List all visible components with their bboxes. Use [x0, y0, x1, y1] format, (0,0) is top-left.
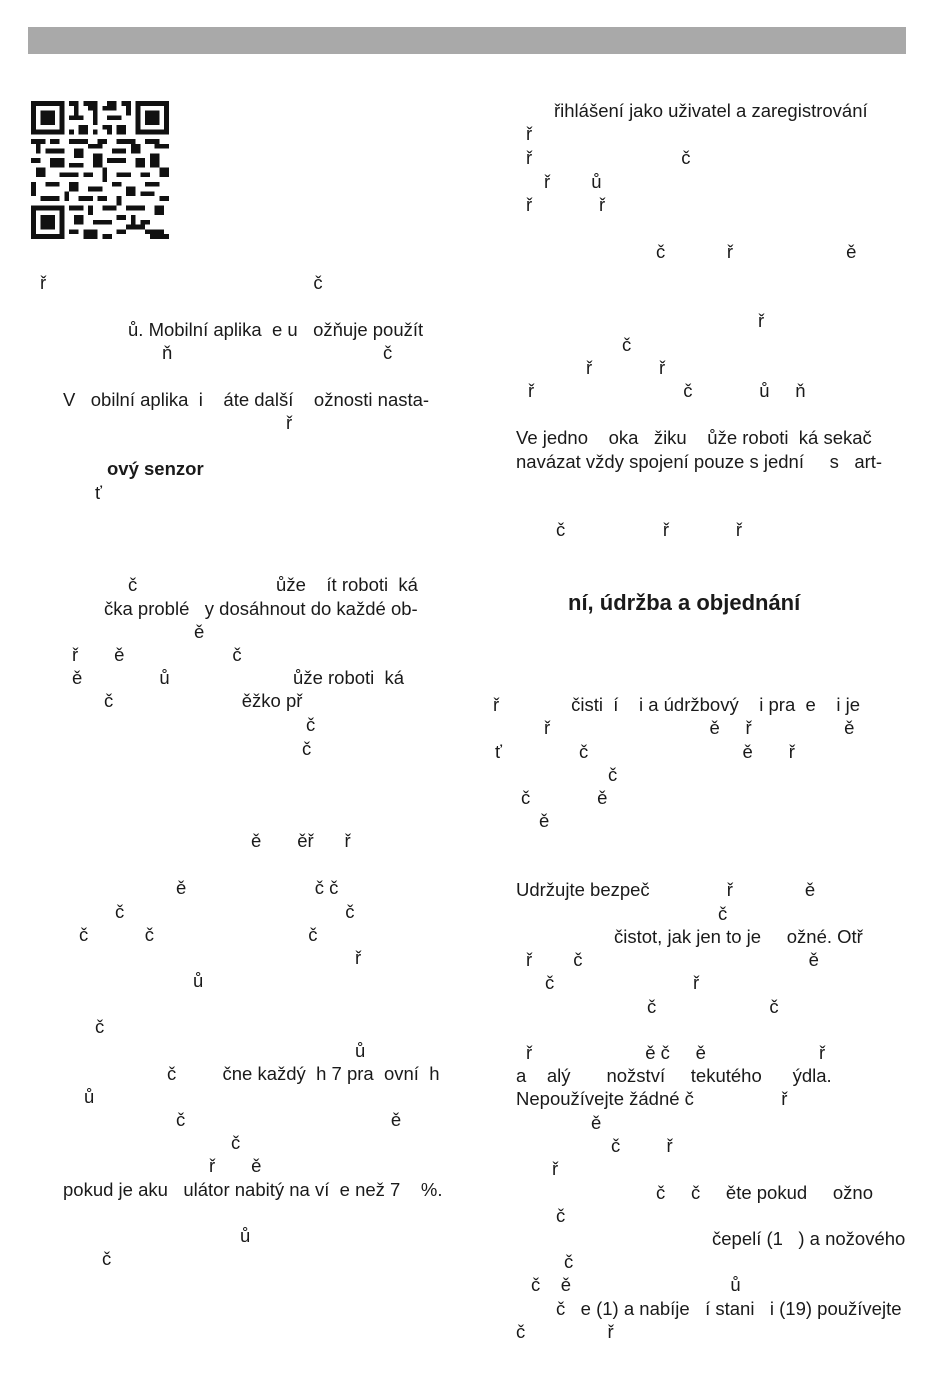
right-text-line: č č ěte pokud ožno [656, 1182, 873, 1203]
right-text-line: ř čisti í i a údržbový i pra e i je [493, 694, 861, 715]
right-text-line: ř č [526, 147, 691, 168]
left-text-line: č č [115, 901, 355, 922]
right-text-line: ť č ě ř [495, 741, 795, 762]
left-text-line: ů. Mobilní aplika e u ožňuje použít [128, 319, 424, 340]
right-text-line: řihlášení jako uživatel a zaregistrování [554, 100, 868, 121]
right-text-line: č ř [611, 1135, 673, 1156]
left-text-line: ů [355, 1040, 366, 1061]
right-text-line: č [608, 764, 618, 785]
right-text-line: ě [591, 1112, 602, 1133]
left-text-line: ř [355, 947, 362, 968]
right-text-line: Udržujte bezpeč ř ě [516, 879, 816, 900]
left-text-line: č [306, 714, 316, 735]
left-text-line: ř ě [209, 1155, 262, 1176]
right-text-line: č ě ů [531, 1274, 741, 1295]
left-text-line: ů [193, 970, 204, 991]
section-subheading: ový senzor [107, 458, 204, 479]
right-text-line: navázat vždy spojení pouze s jední s art- [516, 451, 883, 472]
left-text-line: V obilní aplika i áte další ožnosti nasta- [63, 389, 430, 410]
right-text-line: ř ů [544, 171, 602, 192]
left-text-line: č ůže ít roboti ká [128, 574, 418, 595]
right-text-line: ř ě č ě ř [526, 1042, 826, 1063]
left-text-line: č [95, 1016, 105, 1037]
header-bar [28, 27, 906, 54]
right-text-line: ř č ů ň [528, 380, 806, 401]
right-text-line: č [718, 903, 728, 924]
right-text-line: č ř [516, 1321, 614, 1342]
right-text-line: č ř ě [656, 241, 857, 262]
left-text-line: čka problé y dosáhnout do každé ob- [104, 598, 418, 619]
left-text-line: ř [286, 412, 293, 433]
left-text-line: č [231, 1132, 241, 1153]
left-text-line: č ě [176, 1109, 402, 1130]
right-text-line: č č [647, 996, 779, 1017]
right-text-line: ř ř [526, 194, 606, 215]
right-text-line: č [564, 1251, 574, 1272]
left-text-line: pokud je aku ulátor nabitý na ví e než 7 %. [63, 1179, 443, 1200]
left-text-line: ň č [162, 342, 393, 363]
right-text-line: Ve jedno oka žiku ůže roboti ká sekač [516, 427, 872, 448]
left-text-line: č ěžko př [104, 690, 303, 711]
right-text-line: čistot, jak jen to je ožné. Otř [614, 926, 863, 947]
right-text-line: č [556, 1205, 566, 1226]
left-text-line: ť [95, 482, 102, 503]
right-text-line: ř [758, 310, 765, 331]
section-heading: ní, údržba a objednání [568, 590, 801, 615]
right-text-line: ř [526, 123, 533, 144]
left-text-line: ě č č [176, 877, 339, 898]
right-text-line: č [622, 334, 632, 355]
left-text-line: ř ě č [72, 644, 242, 665]
left-text-line: č [302, 738, 312, 759]
left-text-line: ě ěř ř [251, 830, 351, 851]
right-text-line: ř [552, 1158, 559, 1179]
right-text-line: č ř ř [556, 519, 743, 540]
right-text-line: č ř [545, 972, 700, 993]
right-text-line: ř ř [586, 357, 666, 378]
right-text-line: ř č ě [526, 949, 819, 970]
qr-code-icon [31, 101, 169, 239]
left-text-line: č čne každý h 7 pra ovní h [167, 1063, 440, 1084]
left-text-line: č č č [79, 924, 318, 945]
left-text-line: ů [84, 1086, 95, 1107]
right-text-line: č ě [521, 787, 608, 808]
right-text-line: a alý nožství tekutého ýdla. [516, 1065, 832, 1086]
right-text-line: Nepoužívejte žádné č ř [516, 1088, 788, 1109]
right-text-line: ř ě ř ě [544, 717, 855, 738]
left-text-line: č [102, 1248, 112, 1269]
left-text-line: ě [194, 621, 205, 642]
left-text-line: ě ů ůže roboti ká [72, 667, 405, 688]
right-text-line: ě [539, 810, 550, 831]
left-text-line: ů [240, 1225, 251, 1246]
right-text-line: čepelí (1 ) a nožového [712, 1228, 906, 1249]
right-text-line: č e (1) a nabíje í stani i (19) používejte [556, 1298, 902, 1319]
left-text-line: ř č [40, 272, 323, 293]
